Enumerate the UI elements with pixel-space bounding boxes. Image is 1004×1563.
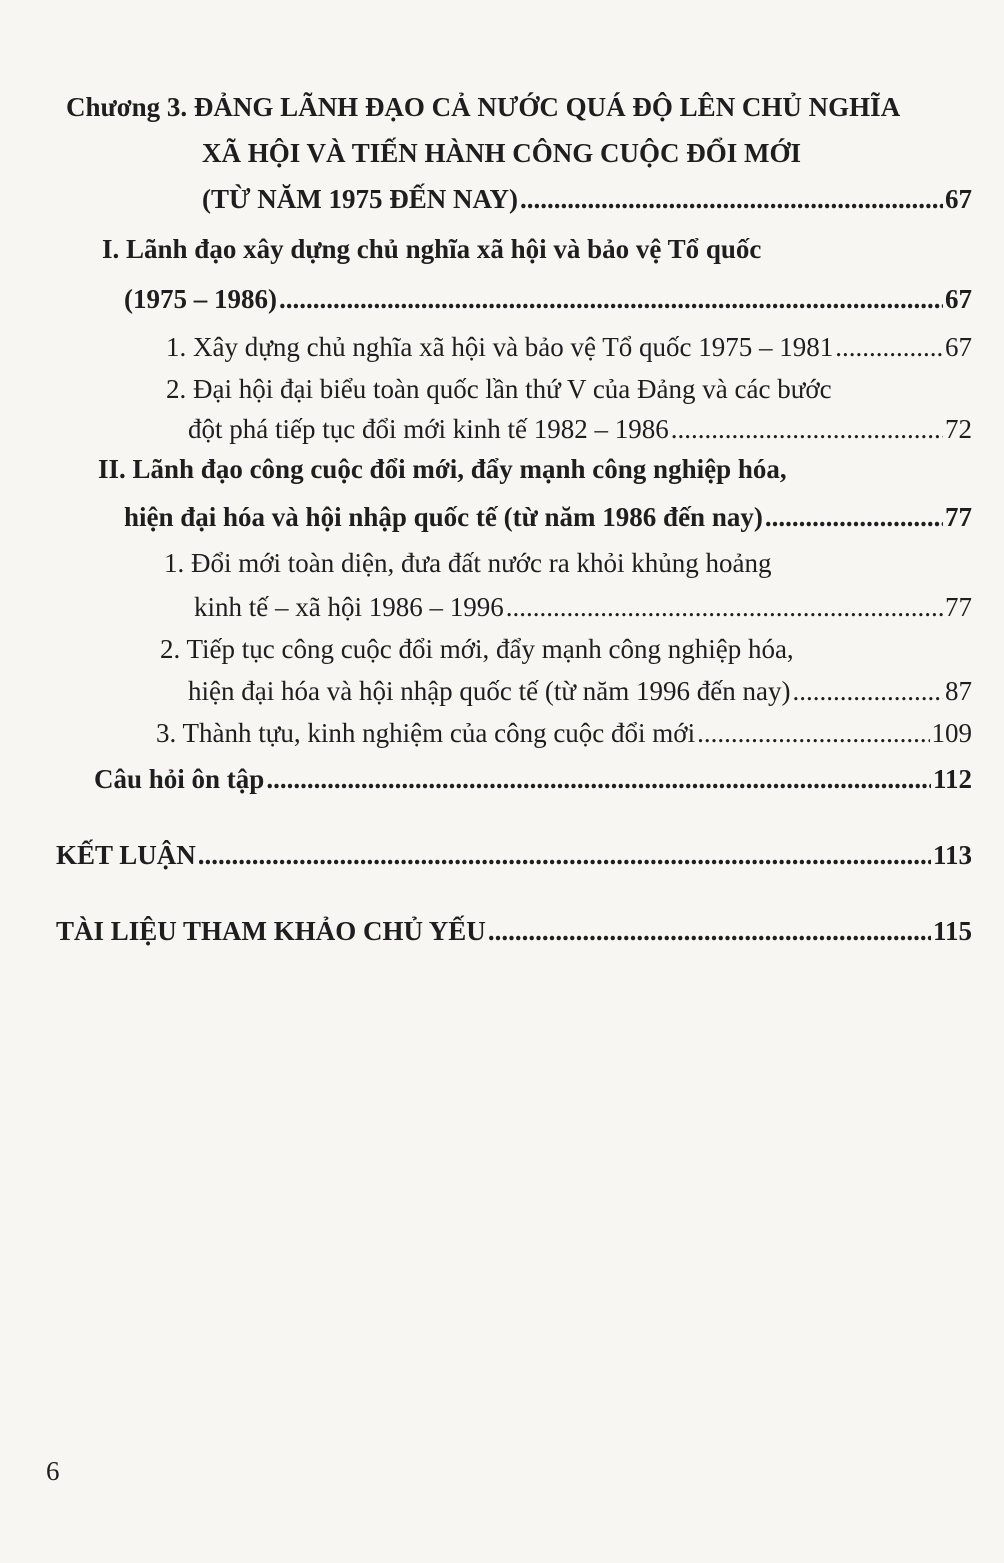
- section-2-line2: [124, 500, 972, 534]
- chapter-title-line2: XÃ HỘI VÀ TIẾN HÀNH CÔNG CUỘC ĐỔI MỚI: [202, 138, 802, 168]
- page-ref: 72: [945, 414, 972, 444]
- leader-dots: [266, 762, 931, 796]
- page-ref: 87: [945, 676, 972, 706]
- item-text: đột phá tiếp tục đổi mới kinh tế 1982 – 1986: [188, 414, 669, 444]
- section-1-line1: I. Lãnh đạo xây dựng chủ nghĩa xã hội và bảo vệ Tổ quốc: [102, 234, 762, 264]
- page-ref: 67: [945, 184, 972, 214]
- leader-dots: [835, 330, 943, 364]
- leader-dots: [198, 838, 931, 872]
- leader-dots: [671, 412, 943, 446]
- conclusion-label: KẾT LUẬN: [56, 840, 196, 870]
- section-2-text: hiện đại hóa và hội nhập quốc tế (từ năm 1986 đến nay): [124, 502, 763, 532]
- conclusion-entry: [56, 838, 972, 872]
- references-entry: [56, 914, 972, 948]
- page-ref: 112: [932, 764, 972, 794]
- references-label: TÀI LIỆU THAM KHẢO CHỦ YẾU: [56, 916, 486, 946]
- page-ref: 67: [945, 332, 972, 362]
- item-text: 1. Xây dựng chủ nghĩa xã hội và bảo vệ Tổ quốc 1975 – 1981: [166, 332, 834, 362]
- chapter-title-line3: [202, 182, 972, 216]
- page-ref: 77: [945, 502, 972, 532]
- page-ref: 77: [945, 592, 972, 622]
- item-text: 3. Thành tựu, kinh nghiệm của công cuộc đổi mới: [156, 718, 696, 748]
- item-1-2-line2: [188, 412, 972, 446]
- item-2-3: [156, 716, 972, 750]
- item-2-2-line1: 2. Tiếp tục công cuộc đổi mới, đẩy mạnh công nghiệp hóa,: [160, 634, 794, 664]
- review-entry: [94, 762, 972, 796]
- item-1-1: [166, 330, 972, 364]
- leader-dots: [279, 282, 943, 316]
- leader-dots: [765, 500, 943, 534]
- section-2-line1: II. Lãnh đạo công cuộc đổi mới, đẩy mạnh công nghiệp hóa,: [98, 454, 787, 484]
- leader-dots: [697, 716, 929, 750]
- item-text: kinh tế – xã hội 1986 – 1996: [194, 592, 504, 622]
- item-1-2-line1: 2. Đại hội đại biểu toàn quốc lần thứ V của Đảng và các bước: [166, 374, 832, 404]
- section-1-line2: [124, 282, 972, 316]
- page-ref: 67: [945, 284, 972, 314]
- leader-dots: [488, 914, 931, 948]
- item-2-2-line2: [188, 674, 972, 708]
- item-text: hiện đại hóa và hội nhập quốc tế (từ năm 1996 đến nay): [188, 676, 791, 706]
- page-ref: 113: [932, 840, 972, 870]
- item-2-1-line2: [194, 590, 972, 624]
- chapter-title-text: (TỪ NĂM 1975 ĐẾN NAY): [202, 184, 518, 214]
- leader-dots: [506, 590, 943, 624]
- section-1-text: (1975 – 1986): [124, 284, 277, 314]
- leader-dots: [792, 674, 943, 708]
- page-number: 6: [46, 1456, 60, 1486]
- review-label: Câu hỏi ôn tập: [94, 764, 265, 794]
- chapter-title-line1: Chương 3. ĐẢNG LÃNH ĐẠO CẢ NƯỚC QUÁ ĐỘ LÊN CHỦ NGHĨA: [66, 92, 901, 122]
- page-ref: 109: [931, 718, 972, 748]
- item-2-1-line1: 1. Đổi mới toàn diện, đưa đất nước ra khỏi khủng hoảng: [164, 548, 772, 578]
- leader-dots: [520, 182, 943, 216]
- page-ref: 115: [932, 916, 972, 946]
